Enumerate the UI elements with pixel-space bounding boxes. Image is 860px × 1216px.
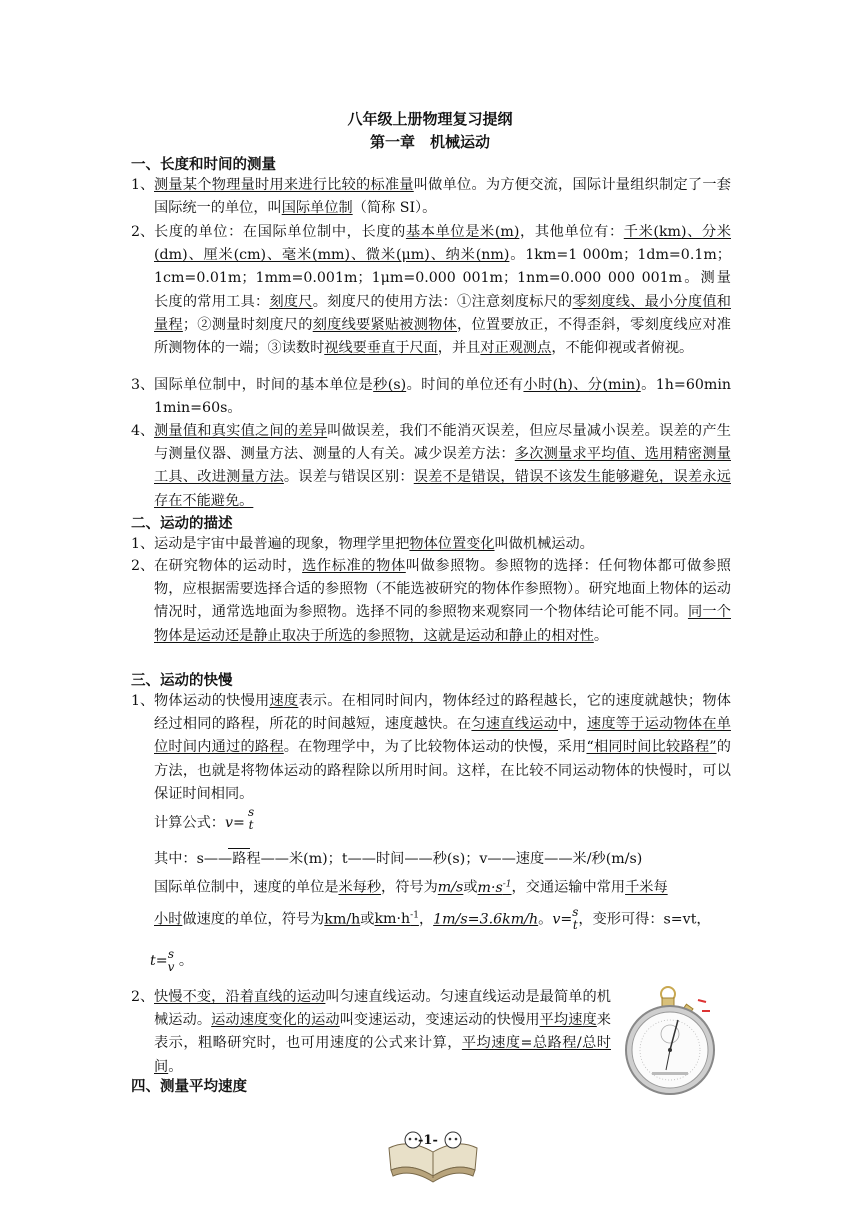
- formula-fraction: s t: [248, 805, 255, 832]
- formula-line: 计算公式：v=: [154, 815, 245, 831]
- open-book-icon: [385, 1118, 481, 1184]
- paragraph-3-1: 1、 物体运动的快慢用速度表示。在相同时间内，物体经过的路程越长，它的速度就越快；物体经过相同的路程，所花的时间越短，速度越快。在匀速直线运动中，速度等于运动物体在单位时间内通过的路程。在物理学中，为了比较物体运动的快慢，采用“相同时间比较路程”的方法，也就是将物体运动的路程除以所用时间。这样，在比较不同运动物体的快慢时，可以保证时间相同。: [131, 693, 731, 802]
- document-title: 八年级上册物理复习提纲: [347, 110, 513, 128]
- paragraph-2-1: 1、 运动是宇宙中最普遍的现象，物理学里把物体位置变化叫做机械运动。: [131, 536, 594, 552]
- speed-fraction: s t: [572, 905, 579, 933]
- time-formula-line: t= s v 。: [150, 947, 194, 974]
- page-number: -1-: [418, 1133, 438, 1148]
- paragraph-1-1: 1、 测量某个物理量时用来进行比较的标准量叫做单位。为方便交流，国际计量组织制定了一套国际统一的单位，叫国际单位制（简称 SI）。: [131, 177, 731, 217]
- paragraph-1-3: 3、 国际单位制中，时间的基本单位是秒(s)。时间的单位还有小时(h)、分(min)。1h=60min 1min=60s。: [131, 377, 746, 417]
- section-heading-2: 二、运动的描述: [131, 515, 233, 532]
- chapter-title: 第一章 机械运动: [369, 133, 490, 151]
- time-fraction: s v: [167, 947, 175, 974]
- unit-paragraph: 国际单位制中，速度的单位是米每秒，符号为m/s或$m\cdot s^{-1}$，交通运输中常用千米每 小时做速度的单位，符号为km/h或$km\cdot h^{-1}$，1m/s=3.6km/h。v= s t ，变形可得：s=vt，: [154, 879, 711, 933]
- section-heading-1: 一、长度和时间的测量: [131, 156, 276, 173]
- where-line: 其中：s——路程——米(m)；t——时间——秒(s)；v——速度——米/秒(m/s): [154, 851, 643, 867]
- paragraph-1-4: 4、 测量值和真实值之间的差异叫做误差，我们不能消灭误差，但应尽量减小误差。误差的产生与测量仪器、测量方法、测量的人有关。减少误差方法：多次测量求平均值、选用精密测量工具、改进测量方法。误差与错误区别：误差不是错误，错误不该发生能够避免，误差永远存在不能避免。: [131, 423, 731, 509]
- paragraph-3-2: 2、 快慢不变，沿着直线的运动叫匀速直线运动。匀速直线运动是最简单的机械运动。运动速度变化的运动叫变速运动，变速运动的快慢用平均速度来表示，粗略研究时，也可用速度的公式来计算，平均速度=总路程/总时间。: [131, 989, 611, 1075]
- paragraph-2-2: 2、 在研究物体的运动时，选作标准的物体叫做参照物。参照物的选择：任何物体都可做参照物，应根据需要选择合适的参照物（不能选被研究的物体作参照物）。研究地面上物体的运动情况时，通常选地面为参照物。选择不同的参照物来观察同一个物体结论可能不同。同一个物体是运动还是静止取决于所选的参照物，这就是运动和静止的相对性。: [131, 558, 731, 644]
- paragraph-1-2: 2、 长度的单位：在国际单位制中，长度的基本单位是米(m)，其他单位有：千米(km)、分米(dm)、厘米(cm)、毫米(mm)、微米(μm)、纳米(nm)。1km=1 000m；1dm=0.1m；1cm=0.01m；1mm=0.001m；1μm=0.000 001m；1nm=0.000 000 001m。测量长度的常用工具：刻度尺。刻度尺的使用方法：①注意刻度标尺的零刻度线、最小分度值和量程；②测量时刻度尺的刻度线要紧贴被测物体，位置要放正，不得歪斜，零刻度线应对准所测物体的一端；③读数时视线要垂直于尺面，并且对正观测点，不能仰视或者俯视。: [131, 224, 731, 357]
- stopwatch-icon: [622, 984, 732, 1096]
- section-heading-3: 三、运动的快慢: [131, 672, 233, 689]
- section-heading-4: 四、测量平均速度: [131, 1078, 247, 1095]
